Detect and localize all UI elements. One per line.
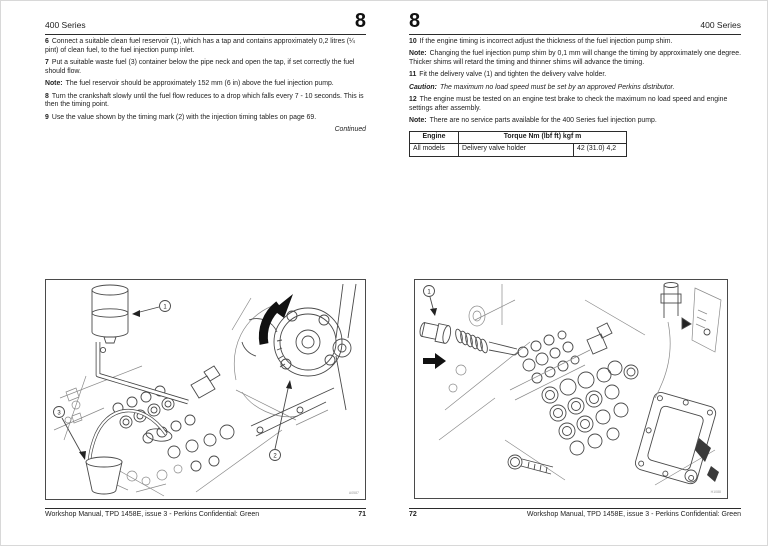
svg-text:1: 1 xyxy=(427,289,431,296)
crankshaft-pulley xyxy=(232,284,356,436)
svg-text:2: 2 xyxy=(273,453,277,460)
fuel-reservoir xyxy=(92,285,128,343)
body-text-column xyxy=(409,38,741,157)
note-text: The fuel reservoir should be approximately 152 mm (6 in) above the fuel injection pump. xyxy=(65,80,334,88)
body-text-column xyxy=(45,38,366,135)
note-label: Note: xyxy=(409,50,427,58)
note-paragraph xyxy=(409,117,741,126)
figure-code: H1088 xyxy=(710,490,721,494)
caution-paragraph xyxy=(409,84,741,93)
waste-bucket xyxy=(86,457,122,494)
cell-engine: All models xyxy=(410,144,459,156)
caution-text: The maximum no load speed must be set by an approved Perkins distributor. xyxy=(439,83,675,91)
note-paragraph xyxy=(409,50,741,68)
svg-text:3: 3 xyxy=(57,410,61,417)
step-number: 11 xyxy=(409,71,417,79)
table-header-row xyxy=(410,132,627,144)
footer-rule xyxy=(409,508,741,509)
svg-text:1: 1 xyxy=(163,304,167,311)
step-text: Connect a suitable clean fuel reservoir (1), which has a tap and contains approximately 0,2 litres (¼ pint) of clean fuel, to the fuel injection pump inlet. xyxy=(45,38,355,54)
table-header-torque: Torque Nm (lbf ft) kgf m xyxy=(459,132,627,144)
injection-pump-body xyxy=(542,323,638,455)
step-text: Use the value shown by the timing mark (2) with the injection timing tables on page 69. xyxy=(51,113,317,121)
valve-spring xyxy=(454,328,519,355)
cell-value: 42 (31.0) 4,2 xyxy=(574,144,627,156)
page-number: 72 xyxy=(409,511,417,518)
step-text: Put a suitable waste fuel (3) container below the pipe neck and open the tap, if set correctly the fuel should flow. xyxy=(45,59,355,75)
note-label: Note: xyxy=(45,80,63,88)
manual-step xyxy=(409,96,741,114)
note-text: There are no service parts available for the 400 Series fuel injection pump. xyxy=(429,117,657,125)
note-text: Changing the fuel injection pump shim by 0,1 mm will change the timing by approximately one degree. Thicker shims will retard the timing and thinner shims will advance the timing. xyxy=(409,50,742,67)
step-number: 8 xyxy=(45,92,49,100)
gasket-plate xyxy=(634,391,718,486)
step-text: Turn the crankshaft slowly until the fuel flow reduces to a drop which falls every 7 - 10 seconds. This is then the timing point. xyxy=(45,92,364,109)
manual-step xyxy=(45,59,366,77)
page-title: 400 Series xyxy=(45,20,86,30)
page-footer xyxy=(45,511,366,518)
table-row xyxy=(410,144,627,156)
governor-inset xyxy=(655,283,721,399)
footer-text: Workshop Manual, TPD 1458E, issue 3 - Perkins Confidential: Green xyxy=(526,511,741,518)
chapter-number: 8 xyxy=(354,10,366,32)
table-header-engine: Engine xyxy=(410,132,459,144)
callout-1-marker xyxy=(424,286,438,317)
step-number: 12 xyxy=(409,96,417,104)
step-text: The engine must be tested on an engine test brake to check the maximum no load speed and engine settings after assembly. xyxy=(409,96,728,112)
note-paragraph xyxy=(45,80,366,89)
page-number: 71 xyxy=(358,511,366,518)
figure-fuel-timing-setup xyxy=(45,279,366,500)
continued-marker: Continued xyxy=(334,126,366,134)
step-number: 7 xyxy=(45,59,49,67)
note-label: Note: xyxy=(409,117,427,125)
injection-pump xyxy=(113,366,234,471)
figure-delivery-valve xyxy=(414,279,728,499)
callout-3-marker xyxy=(54,407,87,461)
caution-label: Caution: xyxy=(409,83,437,91)
header-rule xyxy=(45,34,366,35)
mounting-bolt xyxy=(508,455,553,474)
page-title: 400 Series xyxy=(700,20,741,30)
cell-item: Delivery valve holder xyxy=(459,144,574,156)
manual-step xyxy=(409,38,741,47)
figure-code: A0587 xyxy=(348,491,359,495)
direction-arrow-icon xyxy=(423,353,446,369)
manual-step xyxy=(45,38,366,56)
step-number: 10 xyxy=(409,38,417,45)
step-number: 9 xyxy=(45,113,49,121)
callout-1-marker xyxy=(132,301,171,318)
step-text: If the engine timing is incorrect adjust the thickness of the fuel injection pump shim. xyxy=(419,38,673,45)
header-rule xyxy=(409,34,741,35)
torque-table xyxy=(409,131,627,157)
manual-step xyxy=(45,93,366,111)
step-text: Fit the delivery valve (1) and tighten the delivery valve holder. xyxy=(419,71,607,79)
step-number: 6 xyxy=(45,38,49,45)
delivery-valve xyxy=(418,320,452,344)
page-footer xyxy=(409,511,741,518)
footer-rule xyxy=(45,508,366,509)
chapter-number: 8 xyxy=(409,10,421,32)
injection-pump-top xyxy=(510,331,590,400)
footer-text: Workshop Manual, TPD 1458E, issue 3 - Perkins Confidential: Green xyxy=(45,511,260,518)
manual-step xyxy=(409,71,741,80)
manual-step xyxy=(45,114,366,123)
